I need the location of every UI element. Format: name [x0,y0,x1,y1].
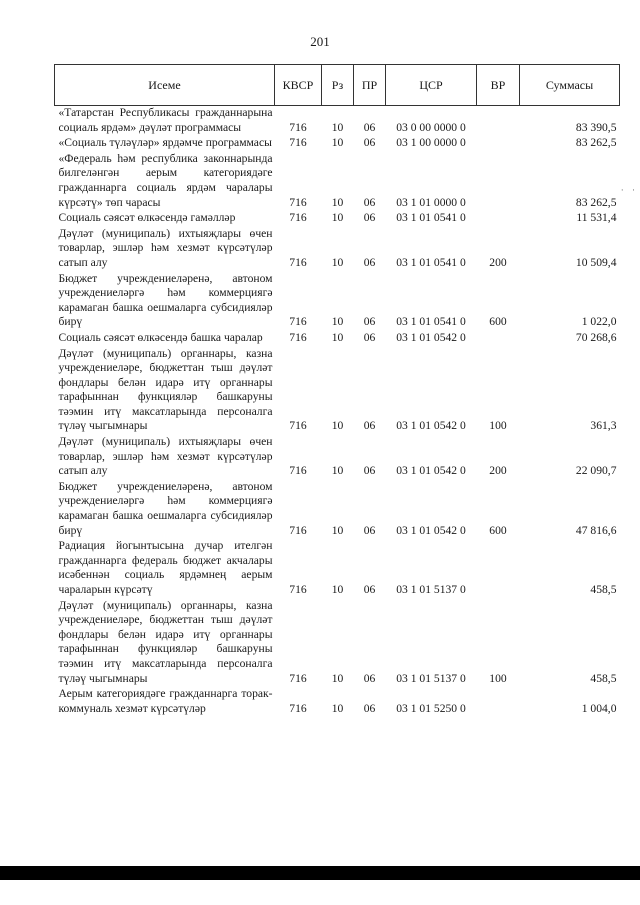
table-header-row [55,65,620,106]
cell-pr: 06 [363,464,376,478]
cell-amount: 22 090,7 [575,464,617,478]
cell-rz: 10 [331,136,344,150]
cell-amount: 47 816,6 [575,523,617,537]
page-number: 201 [310,34,330,49]
table-row [55,272,620,331]
cell-name: Дәүләт (муниципаль) органнары, казна учреждениеләре, бюджеттан тыш дәүләт фондлары белән идарә итү органнары тарафыннан функцияләр башкаруны тәэмин итү максатларында персоналга түләү чыгымнары [58,346,273,433]
table-row [55,136,620,152]
cell-kvsr: 716 [289,315,307,329]
cell-amount: 83 262,5 [575,136,617,150]
table-row [55,435,620,480]
table-body [55,106,620,718]
cell-kvsr: 716 [289,419,307,433]
cell-rz: 10 [331,255,344,269]
cell-pr: 06 [363,136,376,150]
cell-kvsr: 716 [289,211,307,225]
cell-amount: 1 022,0 [581,315,617,329]
cell-rz: 10 [331,120,344,134]
cell-rz: 10 [331,671,344,685]
cell-kvsr: 716 [289,136,307,150]
cell-csr: 03 1 01 0542 0 [396,523,466,537]
cell-amount: 1 004,0 [581,701,617,715]
table-row [55,480,620,539]
cell-rz: 10 [331,523,344,537]
cell-csr: 03 1 01 5137 0 [396,583,466,596]
header-kvsr: КВСР [275,65,322,106]
cell-name: Дәүләт (муниципаль) органнары, казна учреждениеләре, бюджеттан тыш дәүләт фондлары белән идарә итү органнары тарафыннан функцияләр башкаруны тәэмин итү максатларында персоналга түләү чыгымнары [58,598,273,685]
margin-marks: · · [620,185,638,195]
cell-name: «Татарстан Республикасы гражданнарына социаль ярдәм» дәүләт программасы [58,106,273,134]
cell-rz: 10 [331,315,344,329]
table-row [55,227,620,272]
cell-name: «Федераль һәм республика законнарында билгеләнгән аерым категориядәге гражданнарга социаль ярдәм чаралары күрсәтү» төп чарасы [58,151,273,209]
cell-name: Дәүләт (муниципаль) ихтыяҗлары өчен товарлар, эшләр һәм хезмәт күрсәтүләр сатып алу [58,226,273,269]
cell-rz: 10 [331,195,344,209]
cell-vr: 600 [489,315,507,329]
cell-kvsr: 716 [289,120,307,134]
cell-amount: 10 509,4 [575,255,617,269]
cell-rz: 10 [331,330,344,344]
cell-pr: 06 [363,211,376,225]
header-name: Исеме [55,65,275,106]
cell-vr: 100 [489,419,507,433]
budget-table [54,64,620,717]
cell-amount: 361,3 [590,419,617,433]
cell-pr: 06 [363,255,376,269]
cell-vr: 600 [489,523,507,537]
cell-pr: 06 [363,701,376,715]
cell-pr: 06 [363,120,376,134]
cell-vr [477,211,520,227]
cell-vr [477,539,520,598]
cell-name: Социаль сәясәт өлкәсендә гамәлләр [58,211,236,225]
cell-name: Социаль сәясәт өлкәсендә башка чаралар [58,330,263,344]
cell-kvsr: 716 [289,195,307,209]
cell-rz: 10 [331,211,344,225]
cell-name: «Социаль түләүләр» ярдәмче программасы [58,136,272,150]
table-row [55,347,620,436]
cell-kvsr: 716 [289,255,307,269]
cell-vr [477,136,520,152]
cell-rz: 10 [331,583,344,596]
cell-pr: 06 [363,195,376,209]
cell-csr: 03 1 01 0541 0 [396,315,466,329]
cell-csr: 03 1 01 0542 0 [396,419,466,433]
cell-vr: 200 [489,255,507,269]
cell-kvsr: 716 [289,523,307,537]
header-vr: ВР [477,65,520,106]
cell-csr: 03 1 00 0000 0 [396,136,466,150]
cell-vr: 100 [489,671,507,685]
table-row [55,331,620,347]
cell-pr: 06 [363,419,376,433]
cell-vr [477,687,520,717]
cell-rz: 10 [331,419,344,433]
header-csr: ЦСР [386,65,477,106]
table-row [55,599,620,688]
cell-vr [477,331,520,347]
table-row [55,152,620,211]
cell-name: Дәүләт (муниципаль) ихтыяҗлары өчен товарлар, эшләр һәм хезмәт күрсәтүләр сатып алу [58,435,273,478]
cell-pr: 06 [363,671,376,685]
cell-kvsr: 716 [289,671,307,685]
cell-vr: 200 [489,464,507,478]
cell-name: Бюджет учреждениеләренә, автоном учреждениеләргә һәм коммерциягә карамаган башка оешмаларга субсидияләр бирү [58,271,273,329]
cell-amount: 83 390,5 [575,120,617,134]
cell-pr: 06 [363,583,376,596]
cell-amount: 70 268,6 [575,330,617,344]
cell-rz: 10 [331,701,344,715]
cell-pr: 06 [363,315,376,329]
cell-csr: 03 1 01 0541 0 [396,255,466,269]
cell-vr [477,152,520,211]
cell-csr: 03 1 01 0541 0 [396,211,466,225]
cell-csr: 03 1 01 5250 0 [396,701,466,715]
header-amount: Суммасы [520,65,620,106]
cell-name: Радиация йогынтысына дучар ителгән гражданнарга федераль бюджет акчалары исәбеннән социаль ярдәмнең аерым чараларын күрсәтү [58,539,273,596]
scan-bottom-bar [0,866,640,880]
cell-name: Бюджет учреждениеләренә, автоном учреждениеләргә һәм коммерциягә карамаган башка оешмаларга субсидияләр бирү [58,479,273,537]
table-row [55,211,620,227]
cell-csr: 03 1 01 0000 0 [396,195,466,209]
cell-amount: 458,5 [590,583,617,596]
cell-vr [477,106,520,137]
cell-pr: 06 [363,330,376,344]
header-rz: Рз [322,65,354,106]
table-row [55,106,620,137]
cell-kvsr: 716 [289,701,307,715]
cell-csr: 03 1 01 0542 0 [396,464,466,478]
cell-kvsr: 716 [289,330,307,344]
cell-rz: 10 [331,464,344,478]
cell-csr: 03 1 01 5137 0 [396,671,466,685]
table-row [55,539,620,598]
cell-csr: 03 0 00 0000 0 [396,120,466,134]
cell-pr: 06 [363,523,376,537]
cell-kvsr: 716 [289,583,307,596]
cell-amount: 11 531,4 [576,211,617,225]
cell-csr: 03 1 01 0542 0 [396,330,466,344]
cell-kvsr: 716 [289,464,307,478]
table-row [55,687,620,717]
cell-amount: 458,5 [590,671,617,685]
header-pr: ПР [354,65,386,106]
cell-name: Аерым категориядәге гражданнарга торак-коммуналь хезмәт күрсәтүләр [58,687,273,715]
cell-amount: 83 262,5 [575,195,617,209]
